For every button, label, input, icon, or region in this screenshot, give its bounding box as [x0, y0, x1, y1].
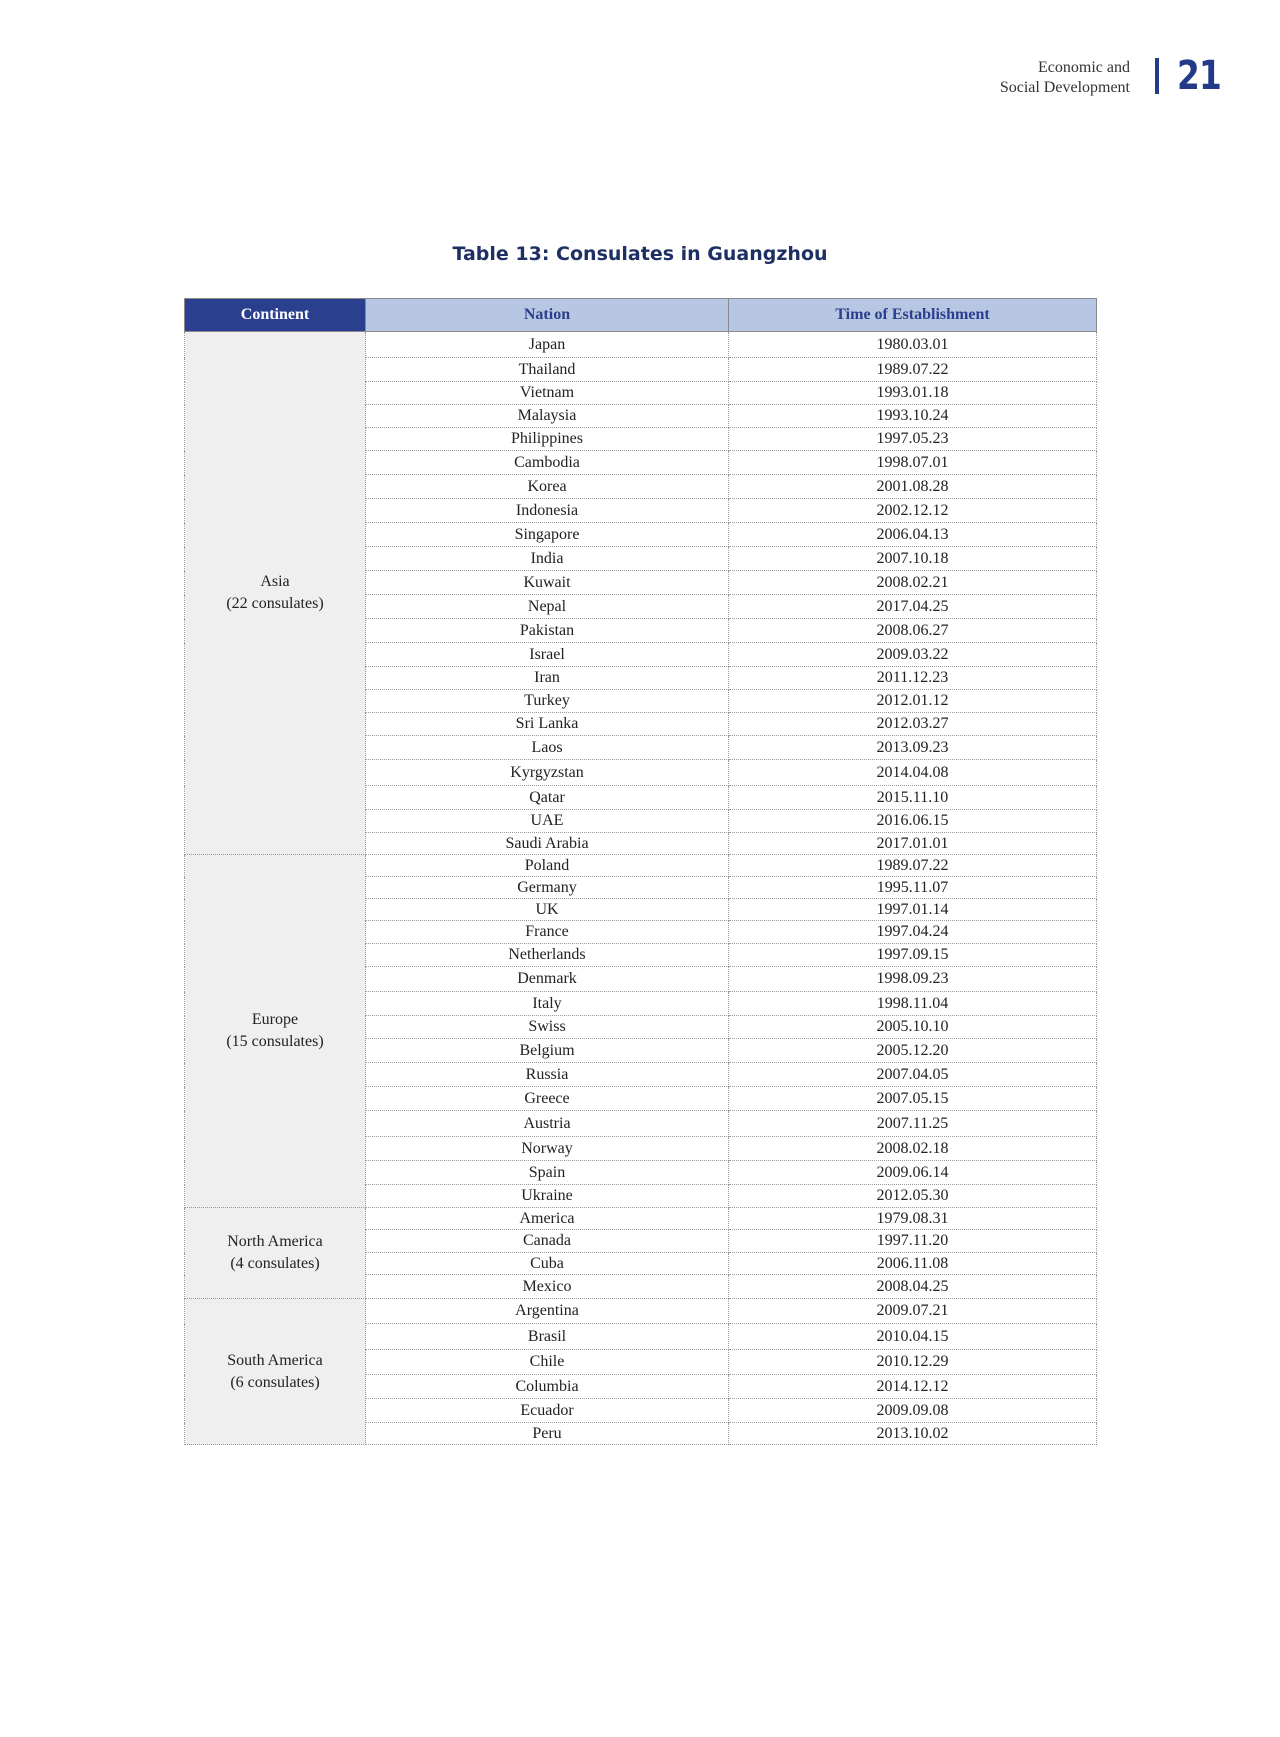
- continent-cell: [185, 1299, 366, 1445]
- nation-cell: Turkey: [366, 690, 729, 713]
- consulates-table-container: [184, 298, 1096, 1445]
- establishment-date-cell: 1993.10.24: [729, 405, 1097, 428]
- continent-consulate-count: (15 consulates): [226, 1033, 324, 1050]
- continent-consulate-count: (6 consulates): [230, 1373, 320, 1391]
- page-number: 21: [1177, 53, 1222, 99]
- table-row: [185, 1208, 1097, 1230]
- establishment-date-cell: 1979.08.31: [729, 1208, 1097, 1230]
- continent-consulate-count: (4 consulates): [230, 1255, 320, 1272]
- nation-cell: Qatar: [366, 786, 729, 810]
- establishment-date-cell: 2017.01.01: [729, 833, 1097, 855]
- nation-cell: Chile: [366, 1350, 729, 1375]
- establishment-date-cell: 2008.02.21: [729, 571, 1097, 595]
- nation-cell: Cambodia: [366, 451, 729, 475]
- establishment-date-cell: 2006.11.08: [729, 1253, 1097, 1275]
- table-header-row: [185, 299, 1097, 332]
- nation-cell: Brasil: [366, 1324, 729, 1350]
- nation-cell: Poland: [366, 855, 729, 877]
- establishment-date-cell: 1997.01.14: [729, 899, 1097, 921]
- header-divider: [1155, 58, 1159, 94]
- nation-cell: Kuwait: [366, 571, 729, 595]
- nation-cell: Russia: [366, 1063, 729, 1087]
- nation-cell: Ukraine: [366, 1185, 729, 1208]
- establishment-date-cell: 2006.04.13: [729, 523, 1097, 547]
- nation-cell: Indonesia: [366, 499, 729, 523]
- continent-name: Europe: [251, 1011, 299, 1028]
- establishment-date-cell: 2013.09.23: [729, 736, 1097, 760]
- column-header-nation: Nation: [366, 299, 729, 332]
- nation-cell: Columbia: [366, 1375, 729, 1399]
- nation-cell: Nepal: [366, 595, 729, 619]
- establishment-date-cell: 2017.04.25: [729, 595, 1097, 619]
- establishment-date-cell: 1998.09.23: [729, 967, 1097, 992]
- establishment-date-cell: 2007.11.25: [729, 1111, 1097, 1137]
- section-title-line-2: Social Development: [999, 79, 1130, 96]
- nation-cell: Spain: [366, 1161, 729, 1185]
- establishment-date-cell: 2009.09.08: [729, 1399, 1097, 1423]
- establishment-date-cell: 2002.12.12: [729, 499, 1097, 523]
- establishment-date-cell: 1995.11.07: [729, 877, 1097, 899]
- establishment-date-cell: 2001.08.28: [729, 475, 1097, 499]
- establishment-date-cell: 2005.10.10: [729, 1016, 1097, 1039]
- establishment-date-cell: 2007.05.15: [729, 1087, 1097, 1111]
- nation-cell: Peru: [366, 1423, 729, 1445]
- establishment-date-cell: 2008.06.27: [729, 619, 1097, 643]
- establishment-date-cell: 2005.12.20: [729, 1039, 1097, 1063]
- establishment-date-cell: 1993.01.18: [729, 382, 1097, 405]
- table-row: [185, 855, 1097, 877]
- table-row: [185, 1299, 1097, 1324]
- establishment-date-cell: 2007.10.18: [729, 547, 1097, 571]
- continent-consulate-count: (22 consulates): [226, 595, 324, 612]
- nation-cell: Norway: [366, 1137, 729, 1161]
- nation-cell: Ecuador: [366, 1399, 729, 1423]
- nation-cell: Swiss: [366, 1016, 729, 1039]
- establishment-date-cell: 2007.04.05: [729, 1063, 1097, 1087]
- nation-cell: Belgium: [366, 1039, 729, 1063]
- establishment-date-cell: 2013.10.02: [729, 1423, 1097, 1445]
- column-header-continent: Continent: [185, 299, 366, 332]
- nation-cell: France: [366, 921, 729, 944]
- nation-cell: UK: [366, 899, 729, 921]
- nation-cell: Netherlands: [366, 944, 729, 967]
- consulates-table: [184, 298, 1097, 1445]
- nation-cell: America: [366, 1208, 729, 1230]
- continent-name: South America: [227, 1351, 323, 1369]
- nation-cell: Germany: [366, 877, 729, 899]
- establishment-date-cell: 2014.04.08: [729, 760, 1097, 786]
- nation-cell: Vietnam: [366, 382, 729, 405]
- establishment-date-cell: 2015.11.10: [729, 786, 1097, 810]
- establishment-date-cell: 1997.05.23: [729, 428, 1097, 451]
- nation-cell: Sri Lanka: [366, 713, 729, 736]
- establishment-date-cell: 2016.06.15: [729, 810, 1097, 833]
- establishment-date-cell: 2010.12.29: [729, 1350, 1097, 1375]
- nation-cell: Canada: [366, 1230, 729, 1253]
- table-title: Table 13: Consulates in Guangzhou: [452, 243, 828, 265]
- nation-cell: Malaysia: [366, 405, 729, 428]
- nation-cell: Saudi Arabia: [366, 833, 729, 855]
- nation-cell: Thailand: [366, 358, 729, 382]
- nation-cell: Israel: [366, 643, 729, 667]
- nation-cell: Iran: [366, 667, 729, 690]
- column-header-time-of-establishment: Time of Establishment: [729, 299, 1097, 332]
- nation-cell: Greece: [366, 1087, 729, 1111]
- establishment-date-cell: 2008.04.25: [729, 1275, 1097, 1299]
- nation-cell: Singapore: [366, 523, 729, 547]
- establishment-date-cell: 1989.07.22: [729, 855, 1097, 877]
- establishment-date-cell: 1997.09.15: [729, 944, 1097, 967]
- continent-cell: [185, 855, 366, 1208]
- establishment-date-cell: 2012.03.27: [729, 713, 1097, 736]
- nation-cell: Kyrgyzstan: [366, 760, 729, 786]
- establishment-date-cell: 2012.05.30: [729, 1185, 1097, 1208]
- running-header: [1000, 58, 1130, 98]
- establishment-date-cell: 2012.01.12: [729, 690, 1097, 713]
- nation-cell: Mexico: [366, 1275, 729, 1299]
- establishment-date-cell: 1997.11.20: [729, 1230, 1097, 1253]
- establishment-date-cell: 2011.12.23: [729, 667, 1097, 690]
- section-title-line-1: Economic and: [1038, 59, 1130, 76]
- nation-cell: Korea: [366, 475, 729, 499]
- continent-cell: [185, 332, 366, 855]
- continent-name: Asia: [260, 573, 290, 590]
- nation-cell: Japan: [366, 332, 729, 358]
- nation-cell: Cuba: [366, 1253, 729, 1275]
- establishment-date-cell: 1998.11.04: [729, 992, 1097, 1016]
- establishment-date-cell: 2009.06.14: [729, 1161, 1097, 1185]
- nation-cell: Pakistan: [366, 619, 729, 643]
- nation-cell: Argentina: [366, 1299, 729, 1324]
- nation-cell: Philippines: [366, 428, 729, 451]
- continent-name: North America: [227, 1233, 323, 1250]
- establishment-date-cell: 1997.04.24: [729, 921, 1097, 944]
- establishment-date-cell: 1998.07.01: [729, 451, 1097, 475]
- nation-cell: Laos: [366, 736, 729, 760]
- establishment-date-cell: 1989.07.22: [729, 358, 1097, 382]
- nation-cell: Denmark: [366, 967, 729, 992]
- nation-cell: Italy: [366, 992, 729, 1016]
- continent-cell: [185, 1208, 366, 1299]
- establishment-date-cell: 2010.04.15: [729, 1324, 1097, 1350]
- table-body: [185, 332, 1097, 1445]
- table-row: [185, 332, 1097, 358]
- establishment-date-cell: 1980.03.01: [729, 332, 1097, 358]
- nation-cell: India: [366, 547, 729, 571]
- nation-cell: Austria: [366, 1111, 729, 1137]
- establishment-date-cell: 2008.02.18: [729, 1137, 1097, 1161]
- establishment-date-cell: 2009.03.22: [729, 643, 1097, 667]
- establishment-date-cell: 2014.12.12: [729, 1375, 1097, 1399]
- establishment-date-cell: 2009.07.21: [729, 1299, 1097, 1324]
- nation-cell: UAE: [366, 810, 729, 833]
